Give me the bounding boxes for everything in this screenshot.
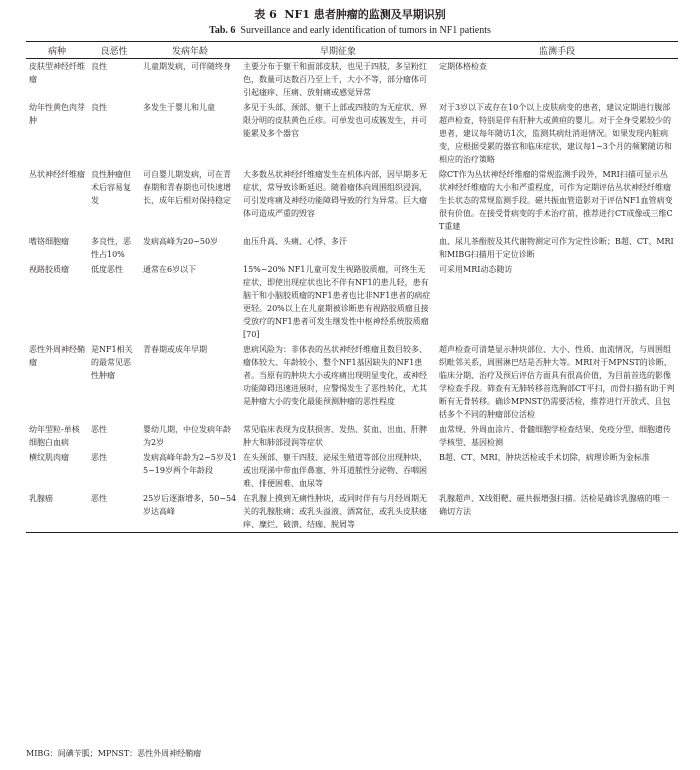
monitoring-cell: 超声检查可清楚显示肿块部位、大小、性质、血流情况，与周围组织毗邻关系，周围淋巴结是否肿大等。MRI对于MPNST的诊断、临床分期、治疗及预后评估方面具有很高价值，为目前首选的影像学检查手段。筛查有无肺转移首选胸部CT平扫，而骨扫描有助于判断有无骨转移。确诊MPNST仍需要活检，推荐进行开放式、且包括多个不同的肿瘤部位活检 (439, 345, 675, 419)
nature-cell: 是NF1相关的最常见恶性肿瘤 (91, 345, 133, 380)
monitoring-cell: B超、CT、MRI，肿块活检或手术切除，病理诊断为金标准 (439, 453, 650, 462)
signs-cell: 大多数丛状神经纤维瘤发生在机体内部，因早期多无症状，常导致诊断延迟。随着瘤体向周围组织浸润，可引发疼痛及神经功能障碍导致的行为异常。巨大瘤体可造成严重的毁容 (243, 170, 427, 218)
signs-cell: 多见于头部、颈部、躯干上部或四肢的为无症状、界限分明的皮肤黄色丘疹。可单发也可成簇发生，并可能累及多个器官 (243, 103, 427, 138)
header-disease: 病种 (26, 42, 88, 59)
age-cell: 儿童期发病，可伴随终身 (143, 62, 231, 71)
signs-cell: 血压升高、头痛、心悸、多汗 (243, 237, 347, 246)
signs-cell: 15%~20% NF1儿童可发生视路胶质瘤，可终生无症状，即使出现症状也比不伴有NF1的患儿轻，患有脑干和小脑胶质瘤的NF1患者也比非NF1患者的病症更轻。20%以上在儿童期被诊断患有视路胶质瘤且接受放疗的NF1患者可发生继发性中枢神经系统胶质瘤[70] (243, 265, 431, 339)
monitoring-cell: 除CT作为丛状神经纤维瘤的常规监测手段外，MRI扫描可显示丛状神经纤维瘤的大小和严重程度，可作为定期评估丛状神经纤维瘤生长状态的常规监测手段。磁共振血管造影对于评估NF1血管病变很有价值。在接受骨病变的手术治疗前，推荐进行CT成像或三维CT重建 (439, 170, 673, 231)
age-cell: 多发生于婴儿和儿童 (143, 103, 215, 112)
disease-cell: 嗜铬细胞瘤 (29, 237, 69, 246)
table-row (26, 234, 678, 262)
disease-cell: 视路胶质瘤 (29, 265, 69, 274)
age-cell: 发病高峰年龄为2~5岁及15~19岁两个年龄段 (143, 453, 237, 475)
disease-cell: 幼年性黄色肉芽肿 (29, 103, 85, 125)
header-nature: 良恶性 (88, 42, 140, 59)
age-cell: 25岁后逐渐增多，50~54岁达高峰 (143, 494, 237, 516)
signs-cell: 患病风险为：非体表的丛状神经纤维瘤且数目较多、瘤体较大、年龄较小、整个NF1基因缺失的NF1患者。当原有的肿块大小或疼痛出现明显变化，或神经功能障碍迅速进展时，应警惕发生了恶性转化，尤其是肿瘤大小的变化最能预测肿瘤的恶性程度 (243, 345, 427, 406)
table-row (26, 342, 678, 422)
nature-cell: 低度恶性 (91, 265, 123, 274)
monitoring-cell: 定期体格检查 (439, 62, 487, 71)
surveillance-table (26, 41, 678, 533)
table-label-en: Tab. 6 (209, 25, 236, 36)
disease-cell: 皮肤型神经纤维瘤 (29, 62, 85, 84)
disease-cell: 丛状神经纤维瘤 (29, 170, 85, 179)
table-title-cn (0, 8, 700, 22)
header-age: 发病年龄 (140, 42, 240, 59)
nature-cell: 恶性 (91, 425, 107, 434)
table-title-cn-text: NF1 患者肿瘤的监测及早期识别 (284, 8, 446, 21)
nature-cell: 多良性，恶性占10% (91, 237, 131, 259)
age-cell: 通常在6岁以下 (143, 265, 197, 274)
nature-cell: 良性 (91, 103, 107, 112)
disease-cell: 恶性外周神经鞘瘤 (29, 345, 85, 367)
table-label-cn: 表 6 (254, 8, 277, 21)
monitoring-cell: 对于3岁以下或存在10个以上皮肤病变的患者，建议定期进行腹部超声检查，特别是伴有肝肿大或黄疸的婴儿。对于全身受累较少的患者，建议每年随访1次，监测其病灶消退情况。如果发现内脏病变，应根据受累的器官和临床症状，建议每1~3个月的频繁随访和相应的治疗策略 (439, 103, 672, 164)
monitoring-cell: 血、尿儿茶酚胺及其代谢物测定可作为定性诊断；B超、CT、MRI和MIBG扫描用于定位诊断 (439, 237, 674, 259)
nature-cell: 良性 (91, 62, 107, 71)
table-row (26, 491, 678, 533)
table-row (26, 262, 678, 342)
table-row (26, 59, 678, 101)
disease-cell: 横纹肌肉瘤 (29, 453, 69, 462)
signs-cell: 主要分布于躯干和面部皮肤，也见于四肢，多呈粉红色，数量可达数百乃至上千，大小不等，部分瘤体可引起瘙痒、压痛、放射痛或感觉异常 (243, 62, 427, 97)
signs-cell: 常见临床表现为皮肤损害、发热、贫血、出血、肝脾肿大和肺部浸润等症状 (243, 425, 427, 447)
age-cell: 婴幼儿期，中位发病年龄为2岁 (143, 425, 231, 447)
monitoring-cell: 乳腺超声、X线钼靶、磁共振增强扫描。活检是确诊乳腺癌的唯一确切方法 (439, 494, 669, 516)
signs-cell: 在头颈部、躯干四肢、泌尿生殖道等部位出现肿块，或出现涕中带血伴鼻塞、外耳道脓性分泌物、吞咽困难、排便困难、血尿等 (243, 453, 427, 488)
nature-cell: 良性肿瘤但术后容易复发 (91, 170, 131, 205)
age-cell: 青春期或成年早期 (143, 345, 207, 354)
disease-cell: 乳腺癌 (29, 494, 53, 503)
footnote: MIBG：间碘苄胍；MPNST：恶性外周神经鞘瘤 (26, 749, 202, 758)
table-title-en-text: Surveillance and early identification of tumors in NF1 patients (240, 25, 491, 36)
header-row (26, 42, 678, 59)
header-monitoring: 监测手段 (436, 42, 678, 59)
header-signs: 早期征象 (240, 42, 436, 59)
monitoring-cell: 可采用MRI动态随访 (439, 265, 513, 274)
table-title-en (0, 24, 700, 37)
age-cell: 可自婴儿期发病，可在青春期和青春期也可快速增长，成年后相对保持稳定 (143, 170, 231, 205)
signs-cell: 在乳腺上摸到无痛性肿块，或同时伴有与月经周期无关的乳腺胀痛；或乳头溢液、酒窝征，或乳头皮肤瘙痒、糜烂、破溃、结痂、脱屑等 (243, 494, 427, 529)
nature-cell: 恶性 (91, 494, 107, 503)
table-row (26, 100, 678, 167)
monitoring-cell: 血常规、外周血涂片、骨髓细胞学检查结果、免疫分型、细胞遗传学核型、基因检测 (439, 425, 671, 447)
nature-cell: 恶性 (91, 453, 107, 462)
table-row (26, 167, 678, 234)
table-row (26, 450, 678, 491)
disease-cell: 幼年型粒-单核细胞白血病 (29, 425, 80, 447)
age-cell: 发病高峰为20~50岁 (143, 237, 219, 246)
table-row (26, 422, 678, 450)
